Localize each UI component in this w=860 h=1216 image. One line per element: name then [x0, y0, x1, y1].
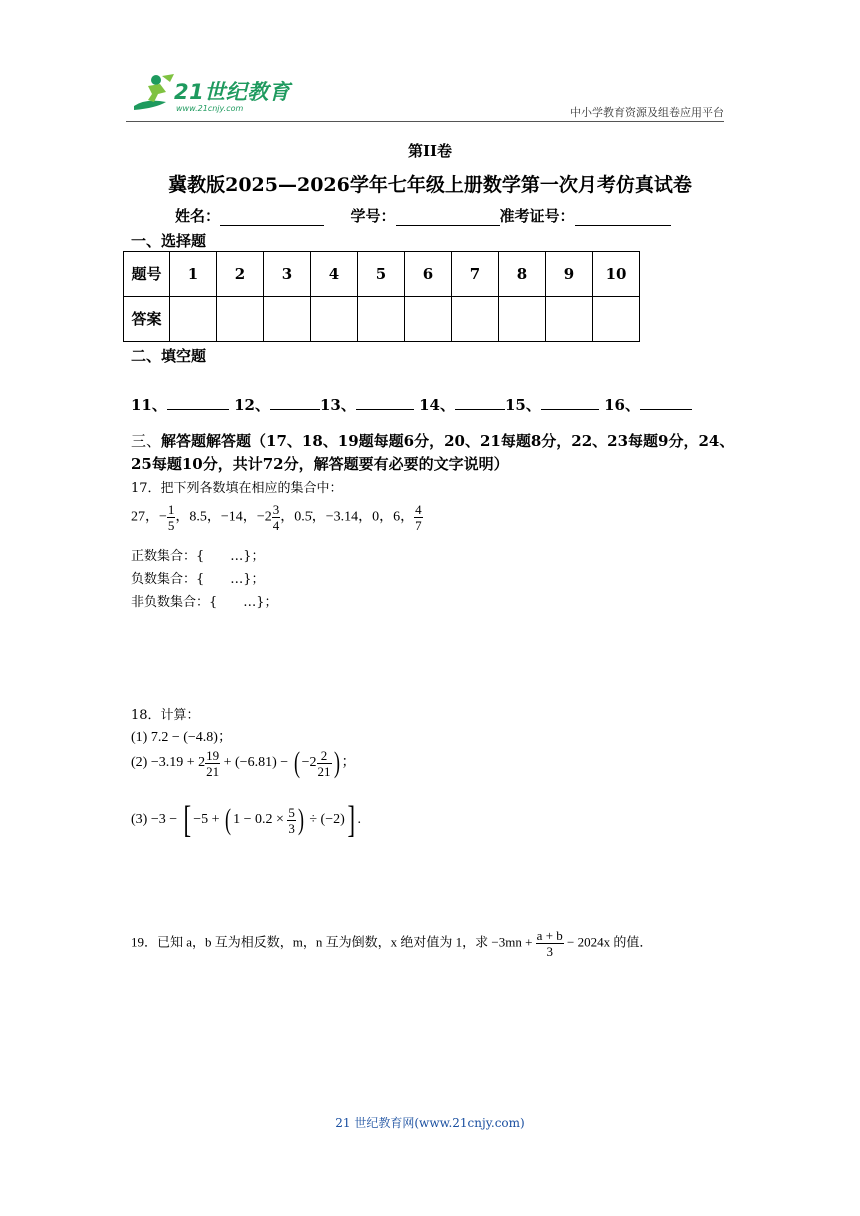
logo-flag	[162, 74, 174, 82]
answer-cell[interactable]	[217, 297, 264, 342]
fill-blank[interactable]	[167, 394, 229, 410]
answer-cell[interactable]	[593, 297, 640, 342]
expr-text: 1 − 0.2 ×	[233, 812, 288, 828]
answer-cell[interactable]	[358, 297, 405, 342]
denominator: 3	[288, 820, 295, 836]
question-18-part-3	[131, 798, 361, 842]
denominator: 4	[272, 518, 280, 533]
answer-cell[interactable]	[264, 297, 311, 342]
number-item: 27，	[131, 509, 159, 525]
expr-text: ；	[341, 755, 356, 771]
minus-sign: −	[159, 509, 167, 525]
expr-text: −2	[301, 755, 317, 771]
name-label: 姓名：	[175, 207, 221, 225]
fill-item-label: 13、	[319, 396, 356, 414]
question-19	[131, 928, 652, 959]
header-slogan: 中小学教育资源及组卷应用平台	[570, 106, 724, 119]
fill-blank[interactable]	[270, 394, 320, 410]
answer-cell[interactable]	[546, 297, 593, 342]
section-choice-heading: 一、选择题	[131, 232, 207, 250]
exam-id-blank[interactable]	[575, 208, 671, 226]
name-blank[interactable]	[220, 208, 324, 226]
question-number: 4	[311, 252, 358, 297]
question-number: 2	[217, 252, 264, 297]
question-number: 9	[546, 252, 593, 297]
number-item: ，0.5̇，−3.14，0，6，	[280, 509, 415, 525]
right-paren: )	[297, 803, 304, 836]
section-answer-instructions: 解答题解答题（17、18、19题每题6分，20、21每题8分，22、23每题9分，24、25每题10分，共计72分，解答题要有必要的文字说明）	[131, 432, 735, 473]
question-number: 5	[358, 252, 405, 297]
left-paren: (	[293, 746, 300, 779]
question-number: 3	[264, 252, 311, 297]
question-17-text: 17．把下列各数填在相应的集合中：	[131, 481, 343, 496]
numerator: 4	[415, 502, 422, 517]
answer-cell[interactable]	[452, 297, 499, 342]
header-divider	[126, 121, 724, 122]
question-number: 6	[405, 252, 452, 297]
question-18-part-1: (1) 7.2 − (−4.8)；	[131, 730, 232, 745]
logo-runner-head	[151, 75, 161, 85]
question-19-text: 19．已知 a，b 互为相反数，m，n 互为倒数，x 绝对值为 1，求 −3mn +	[131, 934, 536, 950]
negative-set: 负数集合：{ …}；	[131, 572, 265, 587]
answer-table	[123, 251, 640, 342]
fraction-three-quarters	[272, 502, 281, 533]
question-17-numbers	[131, 502, 423, 533]
expr-text: + (−6.81) −	[220, 755, 292, 771]
numerator: 1	[167, 502, 175, 517]
student-id-label: 学号：	[350, 207, 396, 225]
question-18-text: 18．计算：	[131, 708, 200, 723]
fill-blank[interactable]	[356, 394, 414, 410]
logo-swoosh	[134, 101, 166, 110]
expr-text: ÷ (−2)	[305, 812, 345, 828]
expr-text: (2) −3.19 + 2	[131, 755, 206, 771]
fraction-four-sevenths	[414, 502, 423, 533]
exam-title: 冀教版2025—2026学年七年级上册数学第一次月考仿真试卷	[168, 174, 692, 196]
answer-cell[interactable]	[311, 297, 358, 342]
number-item: ，8.5，−14，	[175, 509, 257, 525]
section-answer-heading	[131, 430, 741, 476]
denominator: 7	[415, 518, 422, 533]
fill-item-label: 14、	[419, 396, 455, 414]
question-number-row	[124, 252, 640, 297]
question-number: 1	[170, 252, 217, 297]
row-label-number: 题号	[124, 252, 170, 297]
denominator: 5	[167, 518, 175, 533]
fill-item-label: 15、	[504, 396, 541, 414]
section-number: 三、	[131, 432, 162, 450]
fill-item-label: 12、	[234, 396, 270, 414]
expr-text: (3) −3 −	[131, 812, 181, 828]
denominator: 3	[546, 944, 553, 959]
positive-set: 正数集合：{ …}；	[131, 549, 265, 564]
expr-text: −5 +	[193, 812, 224, 828]
question-number: 8	[499, 252, 546, 297]
logo-url: www.21cnjy.com	[176, 104, 244, 113]
logo-runner-body	[148, 84, 166, 102]
answer-row	[124, 297, 640, 342]
numerator: 19	[206, 747, 220, 763]
denominator: 21	[317, 763, 331, 779]
fill-item-label: 16、	[604, 396, 640, 414]
fill-blank[interactable]	[541, 394, 599, 410]
logo-text: 21世纪教育	[174, 80, 291, 104]
left-bracket: [	[183, 799, 191, 841]
fraction	[205, 748, 220, 779]
student-info-line	[175, 205, 671, 226]
non-negative-set: 非负数集合：{ …}；	[131, 595, 278, 610]
answer-cell[interactable]	[170, 297, 217, 342]
fill-blank[interactable]	[640, 394, 692, 410]
row-label-answer: 答案	[124, 297, 170, 342]
student-id-blank[interactable]	[396, 208, 500, 226]
expr-text: .	[357, 812, 361, 828]
question-number: 10	[593, 252, 640, 297]
right-bracket: ]	[347, 799, 355, 841]
exam-id-label: 准考证号：	[499, 207, 575, 225]
right-paren: )	[333, 746, 340, 779]
section-fill-heading: 二、填空题	[131, 347, 207, 365]
volume-label: 第II卷	[407, 142, 453, 160]
numerator: a + b	[536, 928, 563, 943]
denominator: 21	[206, 763, 220, 779]
left-paren: (	[225, 803, 232, 836]
numerator: 2	[317, 748, 332, 764]
fraction-a-plus-b-over-3	[536, 928, 564, 959]
footer-link[interactable]: 21 世纪教育网(www.21cnjy.com)	[335, 1116, 525, 1130]
fill-item-label: 11、	[131, 396, 167, 414]
question-number: 7	[452, 252, 499, 297]
question-19-end: − 2024x 的值．	[563, 934, 653, 950]
numerator: 3	[272, 502, 280, 517]
numerator: 5	[288, 804, 295, 820]
fill-blank-line	[131, 394, 692, 415]
answer-cell[interactable]	[405, 297, 452, 342]
fraction	[317, 748, 332, 779]
fill-blank[interactable]	[455, 394, 505, 410]
fraction	[287, 805, 296, 836]
answer-cell[interactable]	[499, 297, 546, 342]
mixed-whole: −2	[256, 509, 272, 525]
question-18-part-2	[131, 746, 356, 780]
